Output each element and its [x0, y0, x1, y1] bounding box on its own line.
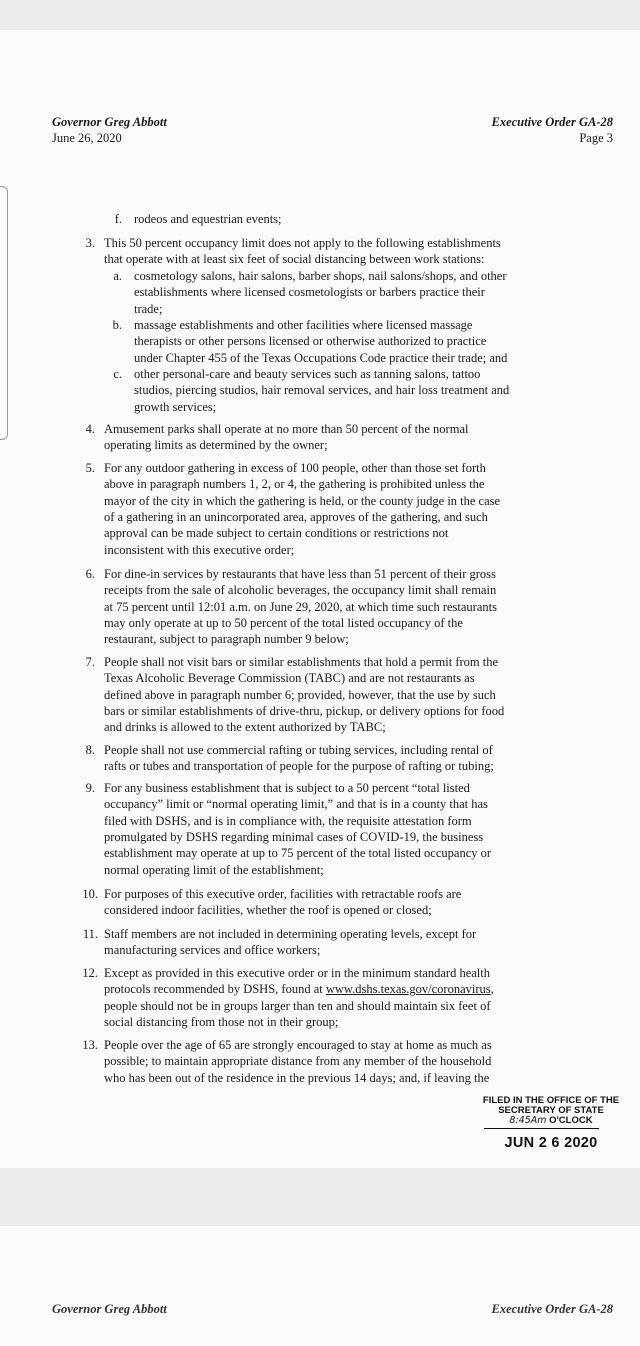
- item-text-line: Texas Alcoholic Beverage Commission (TABC) and are not restaurants as: [104, 671, 475, 686]
- item-text-line: manufacturing services and office workers;: [104, 943, 321, 958]
- item-text-line: Except as provided in this executive order or in the minimum standard health: [104, 966, 491, 980]
- item-text-line: under Chapter 455 of the Texas Occupations Code practice their trade; and: [134, 350, 508, 365]
- item-number: 13.: [82, 1038, 98, 1052]
- item-text-line: social distancing from those not in their group;: [104, 1014, 339, 1029]
- item-text-line: For any business establishment that is subject to a 50 percent “total listed: [104, 781, 470, 795]
- side-tab[interactable]: [0, 186, 8, 440]
- item-text-line: People shall not use commercial rafting or tubing services, including rental of: [104, 743, 493, 757]
- next-document-page: [0, 1226, 640, 1346]
- item-text-line: protocols recommended by DSHS, found at www.dshs.texas.gov/coronavirus,: [104, 982, 494, 997]
- item-text-line: at 75 percent until 12:01 a.m. on June 29, 2020, at which time such restaurants: [104, 599, 497, 614]
- item-text-line: Amusement parks shall operate at no more than 50 percent of the normal: [104, 422, 469, 436]
- item-number: 11.: [82, 927, 98, 941]
- item-text-line: studios, piercing studios, hair removal services, and hair loss treatment and: [134, 383, 510, 398]
- item-text-line: For any outdoor gathering in excess of 100 people, other than those set forth: [104, 461, 486, 475]
- item-text-line: and drinks is allowed to the extent authorized by TABC;: [104, 720, 386, 735]
- item-text-line: above in paragraph numbers 1, 2, or 4, the gathering is prohibited unless the: [104, 477, 485, 492]
- item-number: 5.: [85, 461, 95, 475]
- order-number: Executive Order GA-28: [491, 115, 613, 129]
- next-page-header-left: Governor Greg Abbott: [52, 1302, 167, 1316]
- item-text-line: may only operate at up to 50 percent of the total listed occupancy of the: [104, 615, 463, 630]
- item-text-line: operating limits as determined by the owner;: [104, 438, 328, 453]
- item-text-line: bars or similar establishments of drive-thru, pickup, or delivery options for food: [104, 703, 505, 718]
- item-text-line: People shall not visit bars or similar establishments that hold a permit from the: [104, 655, 499, 669]
- header-left: [52, 114, 167, 146]
- item-number: 12.: [82, 966, 98, 980]
- stamp-line1: FILED IN THE OFFICE OF THE: [482, 1095, 620, 1106]
- item-text-line: establishments where licensed cosmetologists or barbers practice their: [134, 285, 485, 300]
- header-right: [491, 114, 613, 146]
- item-text-line: defined above in paragraph number 6; provided, however, that the use by such: [104, 687, 496, 702]
- item-number: a.: [113, 269, 122, 283]
- item-number: b.: [112, 318, 122, 332]
- item-text-line: who has been out of the residence in the previous 14 days; and, if leaving the: [104, 1070, 490, 1085]
- item-text-line: growth services;: [134, 399, 217, 414]
- item-text-line: of a gathering in an unincorporated area, approves of the gathering, and such: [104, 509, 488, 524]
- item-text-line: that operate with at least six feet of social distancing between work stations:: [104, 252, 485, 267]
- item-text-line: other personal-care and beauty services such as tanning salons, tattoo: [134, 367, 481, 381]
- item-number: f.: [114, 212, 122, 226]
- item-text-line: cosmetology salons, hair salons, barber shops, nail salons/shops, and other: [134, 269, 507, 283]
- item-number: 7.: [85, 655, 95, 669]
- item-text-line: promulgated by DSHS regarding minimal cases of COVID-19, the business: [104, 829, 484, 844]
- item-number: c.: [113, 367, 122, 381]
- stamp-underline: [484, 1128, 599, 1129]
- item-text-line: mayor of the city in which the gathering is held, or the county judge in the case: [104, 493, 501, 508]
- item-text-line: rafts or tubes and transportation of people for the purpose of rafting or tubing;: [104, 759, 494, 774]
- page-number: Page 3: [579, 131, 613, 145]
- item-text-line: This 50 percent occupancy limit does not apply to the following establishments: [104, 236, 501, 250]
- stamp-time-line: [476, 1116, 626, 1126]
- stamp-oclock: O'CLOCK: [549, 1115, 593, 1126]
- item-text-line: possible; to maintain appropriate distance from any member of the household: [104, 1054, 492, 1069]
- governor-name: Governor Greg Abbott: [52, 115, 167, 129]
- item-number: 3.: [85, 236, 95, 250]
- item-text-line: rodeos and equestrian events;: [134, 212, 282, 226]
- item-text-line: establishment may operate at up to 75 percent of the total listed occupancy or: [104, 846, 492, 861]
- dshs-link[interactable]: www.dshs.texas.gov/coronavirus: [325, 982, 491, 997]
- item-number: 4.: [85, 422, 95, 436]
- filing-stamp: [476, 1096, 626, 1151]
- item-text-line: people should not be in groups larger than ten and should maintain six feet of: [104, 998, 491, 1013]
- item-text-line: Staff members are not included in determining operating levels, except for: [104, 927, 477, 941]
- header-date: June 26, 2020: [52, 131, 122, 145]
- item-text-line: massage establishments and other facilities where licensed massage: [134, 318, 473, 332]
- item-number: 10.: [82, 887, 98, 901]
- item-text-line: trade;: [134, 301, 163, 316]
- item-text-line: People over the age of 65 are strongly encouraged to stay at home as much as: [104, 1038, 492, 1052]
- item-text-line: therapists or other persons licensed or otherwise authorized to practice: [134, 334, 487, 349]
- stamp-date: JUN 2 6 2020: [504, 1135, 598, 1151]
- item-number: 9.: [85, 781, 95, 795]
- item-text-line: restaurant, subject to paragraph number 9 below;: [104, 632, 349, 647]
- item-number: 6.: [85, 567, 95, 581]
- item-text-line: approval can be made subject to certain conditions or restrictions not: [104, 526, 449, 541]
- item-text-line: inconsistent with this executive order;: [104, 542, 295, 557]
- item-text-line: For purposes of this executive order, facilities with retractable roofs are: [104, 887, 462, 901]
- stamp-handwritten-time: 8:45Am: [509, 1115, 547, 1126]
- next-page-header-right: Executive Order GA-28: [491, 1302, 613, 1316]
- item-text-line: occupancy” limit or “normal operating limit,” and that is in a county that has: [104, 797, 488, 812]
- item-text-line: For dine-in services by restaurants that have less than 51 percent of their gross: [104, 567, 496, 581]
- item-text-line: filed with DSHS, and is in compliance with, the requisite attestation form: [104, 813, 472, 828]
- item-text-line: receipts from the sale of alcoholic beverages, the occupancy limit shall remain: [104, 583, 497, 598]
- item-number: 8.: [85, 743, 95, 757]
- stamp-line2: SECRETARY OF STATE: [498, 1105, 604, 1116]
- item-text-line: normal operating limit of the establishment;: [104, 862, 324, 877]
- item-text-line: considered indoor facilities, whether the roof is opened or closed;: [104, 903, 432, 918]
